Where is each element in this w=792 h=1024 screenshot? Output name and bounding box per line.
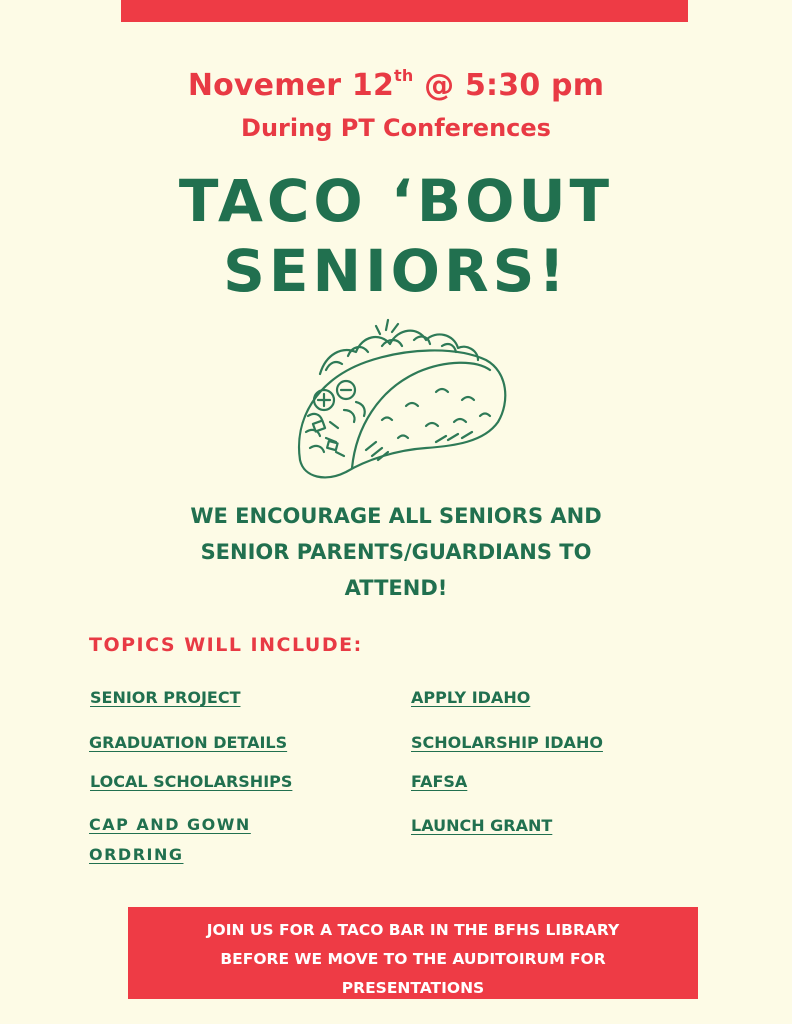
- headline: [0, 166, 792, 306]
- topic-fafsa[interactable]: FAFSA: [411, 772, 468, 791]
- event-date-text: Novemer 12: [187, 68, 395, 103]
- taco-bar-message: [128, 916, 698, 1003]
- banner-line-3: PRESENTATIONS: [341, 979, 485, 997]
- topic-apply-idaho[interactable]: APPLY IDAHO: [411, 688, 531, 707]
- event-date-suffix: th: [394, 66, 414, 85]
- headline-line-1: TACO ‘BOUT: [178, 167, 614, 235]
- banner-line-2: BEFORE WE MOVE TO THE AUDITOIRUM FOR: [220, 950, 606, 968]
- encourage-line-3: ATTEND!: [344, 576, 448, 600]
- top-accent-bar: [121, 0, 688, 22]
- encourage-line-2: SENIOR PARENTS/GUARDIANS TO: [200, 540, 592, 564]
- headline-line-2: SENIORS!: [223, 237, 569, 305]
- encourage-line-1: WE ENCOURAGE ALL SENIORS AND: [190, 504, 602, 528]
- topics-heading: TOPICS WILL INCLUDE:: [89, 634, 363, 656]
- topic-cap-and-gown-ordering[interactable]: ORDRING: [89, 845, 184, 864]
- topic-scholarship-idaho[interactable]: SCHOLARSHIP IDAHO: [411, 733, 603, 752]
- encourage-message: [150, 498, 642, 606]
- topic-launch-grant[interactable]: LAUNCH GRANT: [411, 816, 553, 835]
- event-date: [0, 66, 792, 103]
- topic-local-scholarships[interactable]: LOCAL SCHOLARSHIPS: [90, 772, 293, 791]
- taco-icon: [286, 310, 512, 482]
- taco-bar-banner: [128, 907, 698, 999]
- topic-graduation-details[interactable]: GRADUATION DETAILS: [89, 733, 288, 752]
- topic-cap-and-gown[interactable]: CAP AND GOWN: [89, 815, 251, 834]
- topic-senior-project[interactable]: SENIOR PROJECT: [90, 688, 241, 707]
- event-subtitle: During PT Conferences: [241, 114, 551, 142]
- banner-line-1: JOIN US FOR A TACO BAR IN THE BFHS LIBRARY: [206, 921, 620, 939]
- event-time: @ 5:30 pm: [413, 68, 605, 103]
